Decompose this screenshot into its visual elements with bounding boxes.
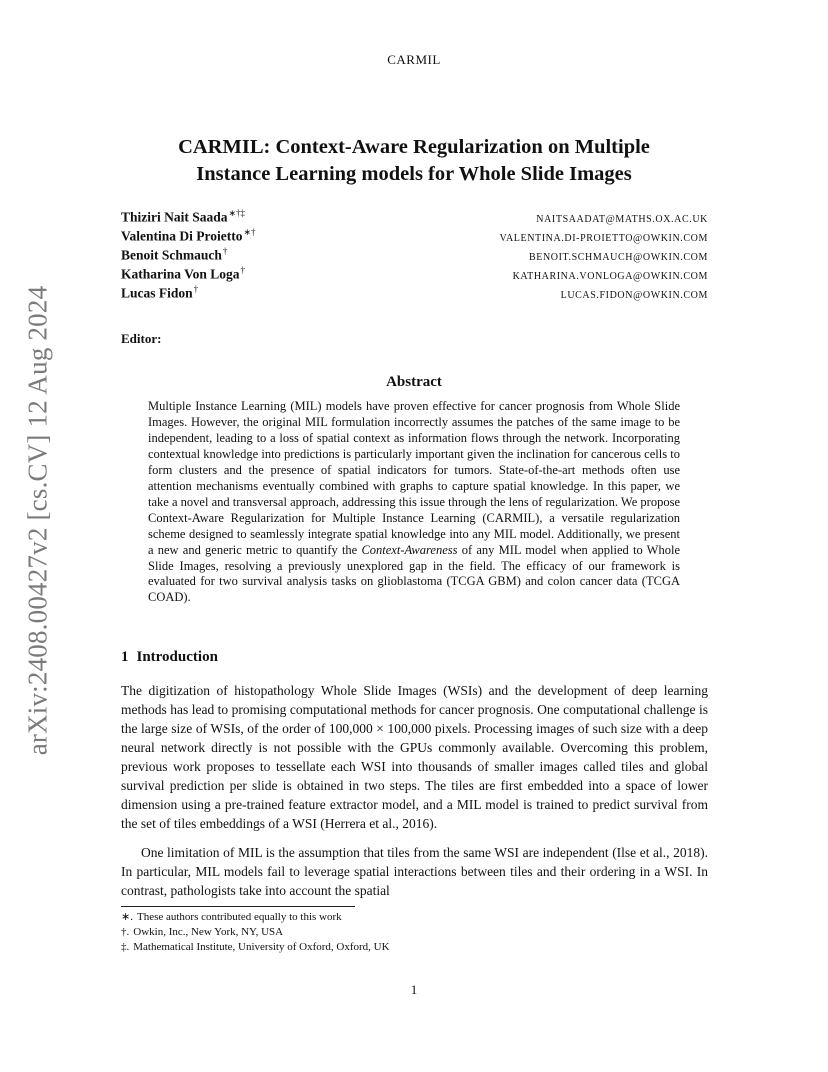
author-name: Valentina Di Proietto∗†	[121, 227, 256, 244]
footnote	[121, 940, 708, 955]
footnote-mark: †.	[121, 926, 130, 938]
page-number: 1	[410, 982, 418, 997]
introduction-paragraph-2: One limitation of MIL is the assumption that tiles from the same WSI are independent (Ilse et al., 2018). In particular, MIL models fail to leverage spatial interactions between tiles and their ordering in a WSI. In contrast, pathologists take into account the spatial	[121, 845, 708, 898]
arxiv-identifier-stamp	[18, 280, 58, 760]
footnote-text: Mathematical Institute, University of Oxford, Oxford, UK	[133, 941, 390, 953]
footnote-mark: ∗.	[121, 911, 133, 923]
running-head: CARMIL	[387, 52, 441, 67]
abstract-text: Multiple Instance Learning (MIL) models have proven effective for cancer prognosis from Whole Slide Images. However, the original MIL formulation incorrectly assumes the patches of the same image to be independent, leading to a loss of spatial context as information flows through the network. Incorporating contextual knowledge into predictions is particularly important given the inclination for cancerous cells to form clusters and the presence of spatial indicators for tumors. State-of-the-art methods often use attention mechanisms eventually combined with graphs to capture spatial knowledge. In this paper, we take a novel and transversal approach, addressing this issue through the lens of regularization. We propose Context-Aware Regularization for Multiple Instance Learning (CARMIL), a versatile regularization scheme designed to seamlessly integrate spatial knowledge into any MIL model. Additionally, we present a new and generic metric to quantify the Context-Awareness of any MIL model when applied to Whole Slide Images, resolving a previously unexplored gap in the field. The efficacy of our framework is evaluated for two survival analysis tasks on glioblastoma (TCGA GBM) and colon cancer data (TCGA COAD).	[148, 399, 680, 605]
section-number: 1	[121, 649, 129, 665]
footnote-mark: ‡.	[121, 941, 130, 953]
author-row	[121, 246, 708, 265]
footnotes	[121, 910, 708, 955]
affiliation-marks: †	[222, 246, 228, 256]
author-email: BENOIT.SCHMAUCH@OWKIN.COM	[528, 251, 708, 263]
paper-title	[120, 134, 708, 188]
section-heading-introduction	[121, 649, 218, 666]
author-email: KATHARINA.VONLOGA@OWKIN.COM	[512, 270, 708, 282]
affiliation-marks: †	[240, 265, 246, 275]
footnote-text: These authors contributed equally to this work	[136, 911, 342, 923]
footnote	[121, 910, 708, 925]
abstract-emphasis: Context-Awareness	[361, 542, 458, 557]
author-row	[121, 208, 708, 227]
author-email: VALENTINA.DI-PROIETTO@OWKIN.COM	[499, 232, 708, 244]
introduction-paragraph-1: The digitization of histopathology Whole Slide Images (WSIs) and the development of deep learning methods has lead to promising computational methods for cancer prognosis. One computational challenge is the large size of WSIs, of the order of 100,000 × 100,000 pixels. Processing images of such size with a deep neural network directly is not possible with the GPUs commonly available. Overcoming this problem, previous work proposes to tessellate each WSI into thousands of smaller images called tiles and global survival prediction per slide is obtained in two steps. The tiles are first embedded into a space of lower dimension using a pre-trained feature extractor model, and a MIL model is trained to predict survival from the set of tiles embeddings of a WSI (Herrera et al., 2016).	[121, 683, 708, 831]
author-name: Katharina Von Loga†	[121, 265, 246, 282]
author-name: Thiziri Nait Saada∗†‡	[121, 208, 246, 225]
footnote-text: Owkin, Inc., New York, NY, USA	[133, 926, 284, 938]
title-line-1: CARMIL: Context-Aware Regularization on Multiple	[178, 136, 650, 158]
affiliation-marks: †	[193, 284, 199, 294]
author-name: Benoit Schmauch†	[121, 246, 228, 263]
footnote-divider	[121, 906, 355, 907]
author-email: NAITSAADAT@MATHS.OX.AC.UK	[536, 213, 708, 225]
editor-label: Editor:	[121, 331, 162, 346]
arxiv-identifier-text: arXiv:2408.00427v2 [cs.CV] 12 Aug 2024	[22, 285, 53, 755]
abstract-heading: Abstract	[386, 374, 442, 390]
author-row	[121, 265, 708, 284]
author-name: Lucas Fidon†	[121, 284, 199, 301]
section-title: Introduction	[136, 649, 218, 665]
author-email: LUCAS.FIDON@OWKIN.COM	[560, 289, 708, 301]
author-row	[121, 284, 708, 303]
author-list	[121, 208, 708, 303]
footnote	[121, 925, 708, 940]
affiliation-marks: ∗†‡	[228, 208, 246, 218]
title-line-2: Instance Learning models for Whole Slide Images	[196, 163, 632, 185]
author-row	[121, 227, 708, 246]
affiliation-marks: ∗†	[243, 227, 256, 237]
